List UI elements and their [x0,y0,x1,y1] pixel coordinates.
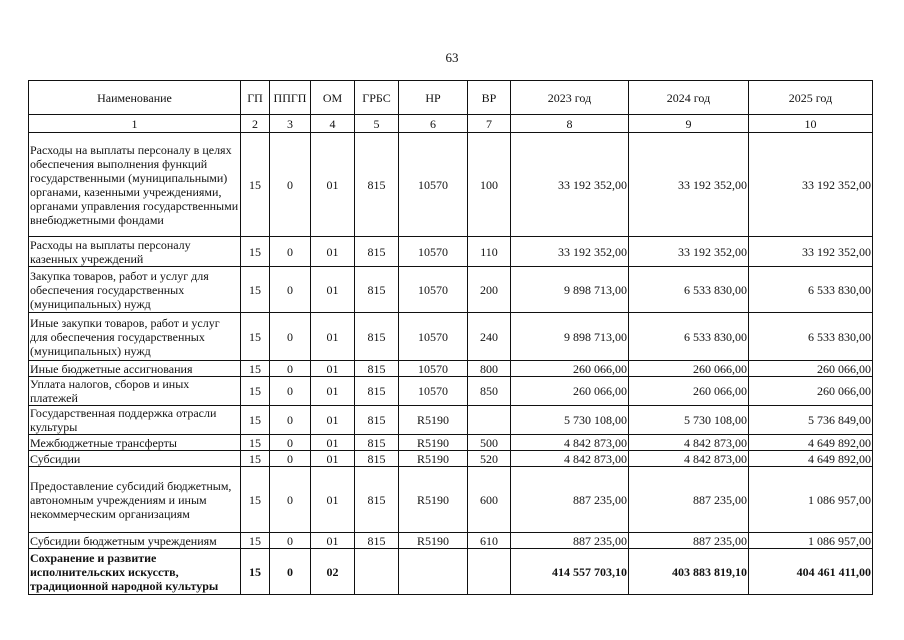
table-row [29,237,873,267]
column-header-2024: 2024 год [629,81,749,115]
row-om-cell: 02 [311,549,355,595]
row-2023-cell: 4 842 873,00 [511,451,629,467]
row-nr-cell: 10570 [399,267,468,313]
table-row [29,133,873,237]
row-2025-cell: 404 461 411,00 [749,549,873,595]
row-vr-cell [468,549,511,595]
row-nr-cell [399,549,468,595]
row-name-cell: Субсидии бюджетным учреждениям [29,533,241,549]
table-row [29,377,873,406]
row-2023-cell: 260 066,00 [511,377,629,406]
row-2023-cell: 4 842 873,00 [511,435,629,451]
row-grbs-cell: 815 [355,313,399,361]
column-number: 2 [241,115,270,133]
row-grbs-cell: 815 [355,361,399,377]
row-ppgp-cell: 0 [270,377,311,406]
row-name-cell: Предоставление субсидий бюджетным, автономным учреждениям и иным некоммерческим организациям [29,467,241,533]
row-vr-cell: 240 [468,313,511,361]
row-ppgp-cell: 0 [270,451,311,467]
row-nr-cell: 10570 [399,237,468,267]
table-row [29,406,873,435]
column-number: 8 [511,115,629,133]
column-number: 6 [399,115,468,133]
column-number: 3 [270,115,311,133]
row-om-cell: 01 [311,451,355,467]
column-header-ppgp: ППГП [270,81,311,115]
row-2024-cell: 403 883 819,10 [629,549,749,595]
row-vr-cell: 600 [468,467,511,533]
row-grbs-cell: 815 [355,406,399,435]
row-nr-cell: 10570 [399,313,468,361]
row-2025-cell: 260 066,00 [749,361,873,377]
column-header-gp: ГП [241,81,270,115]
row-nr-cell: R5190 [399,467,468,533]
row-gp-cell: 15 [241,361,270,377]
row-ppgp-cell: 0 [270,533,311,549]
table-row [29,549,873,595]
row-name-cell: Иные закупки товаров, работ и услуг для обеспечения государственных (муниципальных) нужд [29,313,241,361]
table-row [29,313,873,361]
column-header-2025: 2025 год [749,81,873,115]
row-name-cell: Закупка товаров, работ и услуг для обеспечения государственных (муниципальных) нужд [29,267,241,313]
column-header-2023: 2023 год [511,81,629,115]
row-2024-cell: 5 730 108,00 [629,406,749,435]
row-name-cell: Государственная поддержка отрасли культуры [29,406,241,435]
row-gp-cell: 15 [241,406,270,435]
column-header-nr: НР [399,81,468,115]
row-ppgp-cell: 0 [270,237,311,267]
row-nr-cell: R5190 [399,406,468,435]
header-row [29,81,873,115]
row-nr-cell: 10570 [399,361,468,377]
row-grbs-cell: 815 [355,377,399,406]
column-header-name: Наименование [29,81,241,115]
row-om-cell: 01 [311,267,355,313]
row-nr-cell: R5190 [399,435,468,451]
row-om-cell: 01 [311,133,355,237]
row-ppgp-cell: 0 [270,467,311,533]
row-ppgp-cell: 0 [270,361,311,377]
row-vr-cell: 850 [468,377,511,406]
row-vr-cell: 110 [468,237,511,267]
row-2024-cell: 33 192 352,00 [629,237,749,267]
row-2025-cell: 6 533 830,00 [749,313,873,361]
row-ppgp-cell: 0 [270,267,311,313]
row-2024-cell: 887 235,00 [629,533,749,549]
column-number: 7 [468,115,511,133]
table-row [29,533,873,549]
column-number: 9 [629,115,749,133]
row-om-cell: 01 [311,533,355,549]
column-header-om: ОМ [311,81,355,115]
row-2023-cell: 887 235,00 [511,467,629,533]
column-header-grbs: ГРБС [355,81,399,115]
row-2024-cell: 887 235,00 [629,467,749,533]
column-header-vr: ВР [468,81,511,115]
row-grbs-cell [355,549,399,595]
row-2023-cell: 414 557 703,10 [511,549,629,595]
row-om-cell: 01 [311,406,355,435]
row-gp-cell: 15 [241,377,270,406]
row-ppgp-cell: 0 [270,549,311,595]
row-vr-cell: 800 [468,361,511,377]
row-om-cell: 01 [311,313,355,361]
row-vr-cell: 200 [468,267,511,313]
row-ppgp-cell: 0 [270,406,311,435]
row-ppgp-cell: 0 [270,435,311,451]
row-grbs-cell: 815 [355,533,399,549]
row-ppgp-cell: 0 [270,313,311,361]
row-2024-cell: 6 533 830,00 [629,267,749,313]
row-vr-cell: 100 [468,133,511,237]
row-2024-cell: 33 192 352,00 [629,133,749,237]
row-gp-cell: 15 [241,549,270,595]
row-om-cell: 01 [311,435,355,451]
row-om-cell: 01 [311,361,355,377]
row-2024-cell: 6 533 830,00 [629,313,749,361]
page-number: 63 [445,50,459,65]
row-grbs-cell: 815 [355,133,399,237]
row-2024-cell: 260 066,00 [629,361,749,377]
table-row [29,467,873,533]
column-number: 5 [355,115,399,133]
row-grbs-cell: 815 [355,237,399,267]
row-2023-cell: 887 235,00 [511,533,629,549]
row-gp-cell: 15 [241,313,270,361]
row-nr-cell: R5190 [399,451,468,467]
row-gp-cell: 15 [241,133,270,237]
row-2023-cell: 33 192 352,00 [511,133,629,237]
row-name-cell: Расходы на выплаты персоналу в целях обеспечения выполнения функций государственными (муниципальными) органами, казенными учреждениями, органами управления государственными внебюджетными фондами [29,133,241,237]
row-name-cell: Сохранение и развитие исполнительских искусств, традиционной народной культуры [29,549,241,595]
row-gp-cell: 15 [241,467,270,533]
row-name-cell: Расходы на выплаты персоналу казенных учреждений [29,237,241,267]
row-grbs-cell: 815 [355,435,399,451]
column-number: 10 [749,115,873,133]
row-2023-cell: 33 192 352,00 [511,237,629,267]
row-grbs-cell: 815 [355,451,399,467]
row-2024-cell: 4 842 873,00 [629,435,749,451]
row-nr-cell: 10570 [399,133,468,237]
row-om-cell: 01 [311,237,355,267]
row-2024-cell: 260 066,00 [629,377,749,406]
row-2023-cell: 9 898 713,00 [511,267,629,313]
row-ppgp-cell: 0 [270,133,311,237]
row-nr-cell: R5190 [399,533,468,549]
row-name-cell: Иные бюджетные ассигнования [29,361,241,377]
row-nr-cell: 10570 [399,377,468,406]
row-2025-cell: 33 192 352,00 [749,133,873,237]
row-2025-cell: 4 649 892,00 [749,451,873,467]
row-name-cell: Уплата налогов, сборов и иных платежей [29,377,241,406]
row-grbs-cell: 815 [355,267,399,313]
column-number: 4 [311,115,355,133]
row-vr-cell: 520 [468,451,511,467]
row-grbs-cell: 815 [355,467,399,533]
row-vr-cell: 610 [468,533,511,549]
row-2025-cell: 4 649 892,00 [749,435,873,451]
column-number: 1 [29,115,241,133]
column-numbers-row [29,115,873,133]
row-2023-cell: 260 066,00 [511,361,629,377]
row-gp-cell: 15 [241,451,270,467]
row-vr-cell: 500 [468,435,511,451]
row-2023-cell: 5 730 108,00 [511,406,629,435]
row-2023-cell: 9 898 713,00 [511,313,629,361]
table-row [29,435,873,451]
row-name-cell: Субсидии [29,451,241,467]
row-2025-cell: 6 533 830,00 [749,267,873,313]
budget-table [28,80,873,595]
row-2025-cell: 260 066,00 [749,377,873,406]
row-2025-cell: 1 086 957,00 [749,533,873,549]
row-2025-cell: 5 736 849,00 [749,406,873,435]
row-vr-cell [468,406,511,435]
table-row [29,451,873,467]
row-om-cell: 01 [311,377,355,406]
row-name-cell: Межбюджетные трансферты [29,435,241,451]
table-row [29,361,873,377]
table-body [29,133,873,595]
row-2024-cell: 4 842 873,00 [629,451,749,467]
row-gp-cell: 15 [241,435,270,451]
row-gp-cell: 15 [241,267,270,313]
row-gp-cell: 15 [241,533,270,549]
row-2025-cell: 1 086 957,00 [749,467,873,533]
row-2025-cell: 33 192 352,00 [749,237,873,267]
row-gp-cell: 15 [241,237,270,267]
table-row [29,267,873,313]
row-om-cell: 01 [311,467,355,533]
